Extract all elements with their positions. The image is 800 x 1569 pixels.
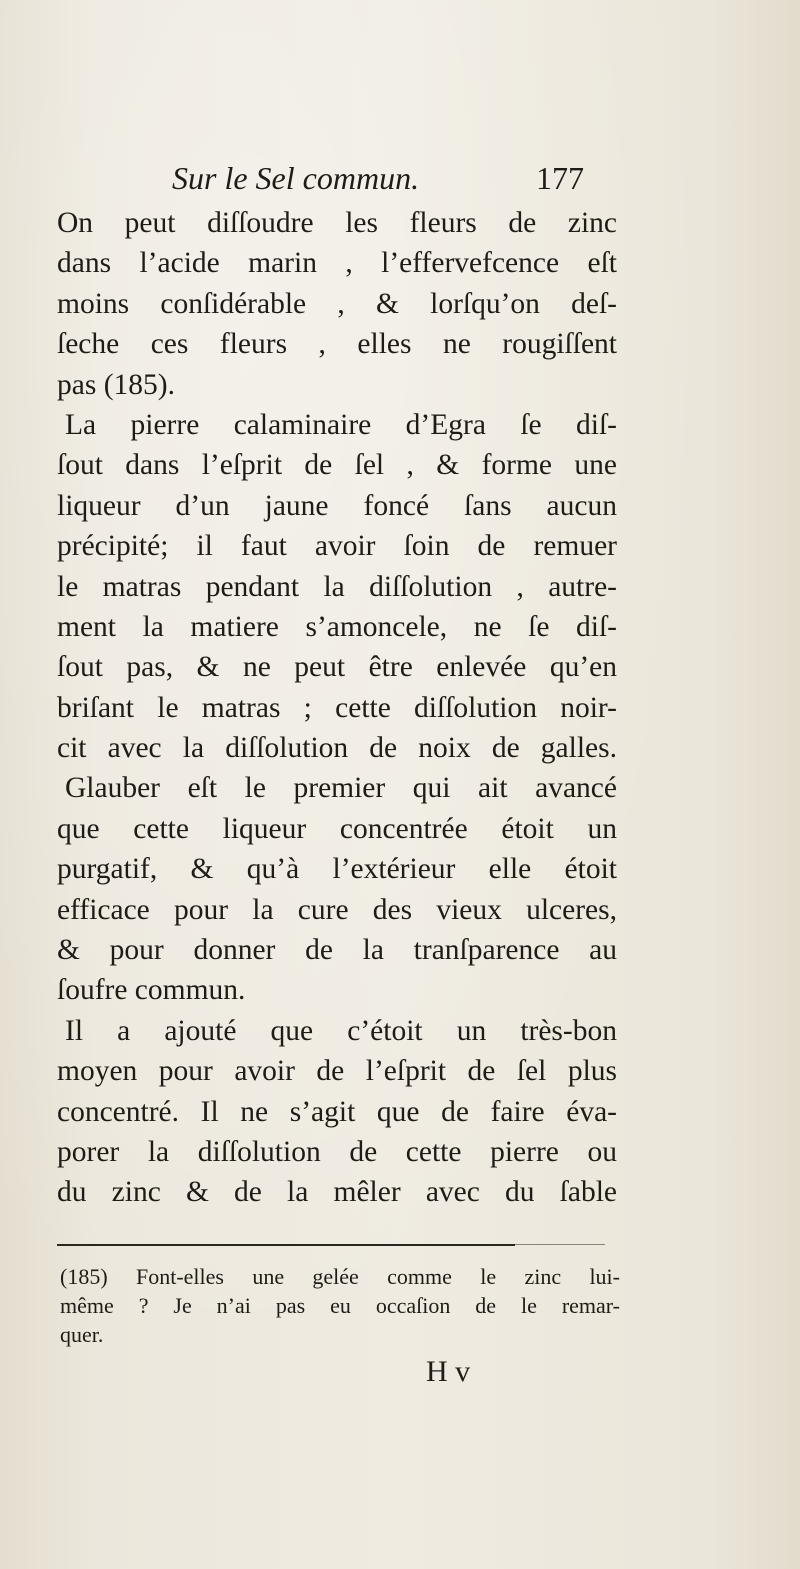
text-line: efficace pour la cure des vieux ulceres, xyxy=(57,893,617,926)
text-line: & pour donner de la tranſparence au xyxy=(57,934,617,967)
text-line: ſeche ces fleurs , elles ne rougiſſent xyxy=(57,328,617,361)
text-line: ſout pas, & ne peut être enlevée qu’en xyxy=(57,651,617,684)
running-title: Sur le Sel commun. xyxy=(172,160,420,196)
footnote-line: quer. xyxy=(60,1322,104,1347)
text-line: que cette liqueur concentrée étoit un xyxy=(57,812,617,845)
text-line: moyen pour avoir de l’eſprit de ſel plus xyxy=(57,1055,617,1088)
text-line: dans l’acide marin , l’effervefcence eſt xyxy=(57,247,617,280)
footnote-rule xyxy=(57,1244,515,1246)
text-line: cit avec la diſſolution de noix de galles. xyxy=(57,732,617,765)
page-header xyxy=(60,158,660,198)
text-line: moins conſidérable , & lorſqu’on deſ- xyxy=(57,287,617,320)
text-line: Il a ajouté que c’étoit un très-bon xyxy=(65,1014,617,1047)
text-line: ſout dans l’eſprit de ſel , & forme une xyxy=(57,449,617,482)
text-line: concentré. Il ne s’agit que de faire éva- xyxy=(57,1095,617,1128)
page-number: 177 xyxy=(536,160,584,196)
text-line: purgatif, & qu’à l’extérieur elle étoit xyxy=(57,853,617,886)
text-line: ſoufre commun. xyxy=(57,974,246,1007)
text-line: le matras pendant la diſſolution , autre- xyxy=(57,570,617,603)
text-line: ment la matiere s’amoncele, ne ſe diſ- xyxy=(57,610,617,643)
text-line: liqueur d’un jaune foncé ſans aucun xyxy=(57,489,617,522)
footnote-line: même ? Je n’ai pas eu occaſion de le remar- xyxy=(60,1293,620,1318)
main-text xyxy=(57,203,617,1213)
text-line: précipité; il faut avoir ſoin de remuer xyxy=(57,530,617,563)
text-line: pas (185). xyxy=(57,368,175,401)
text-line: du zinc & de la mêler avec du ſable xyxy=(57,1176,617,1209)
text-line: briſant le matras ; cette diſſolution noir- xyxy=(57,691,617,724)
text-line: porer la diſſolution de cette pierre ou xyxy=(57,1135,617,1168)
footnote-line: (185) Font-elles une gelée comme le zinc lui- xyxy=(60,1264,620,1289)
footnote xyxy=(60,1262,620,1349)
signature-mark: H v xyxy=(426,1355,471,1388)
footnote-rule-tail xyxy=(515,1244,605,1245)
text-line: On peut diſſoudre les fleurs de zinc xyxy=(57,207,617,239)
text-line: Glauber eſt le premier qui ait avancé xyxy=(65,772,617,805)
text-line: La pierre calaminaire d’Egra ſe diſ- xyxy=(65,408,617,441)
